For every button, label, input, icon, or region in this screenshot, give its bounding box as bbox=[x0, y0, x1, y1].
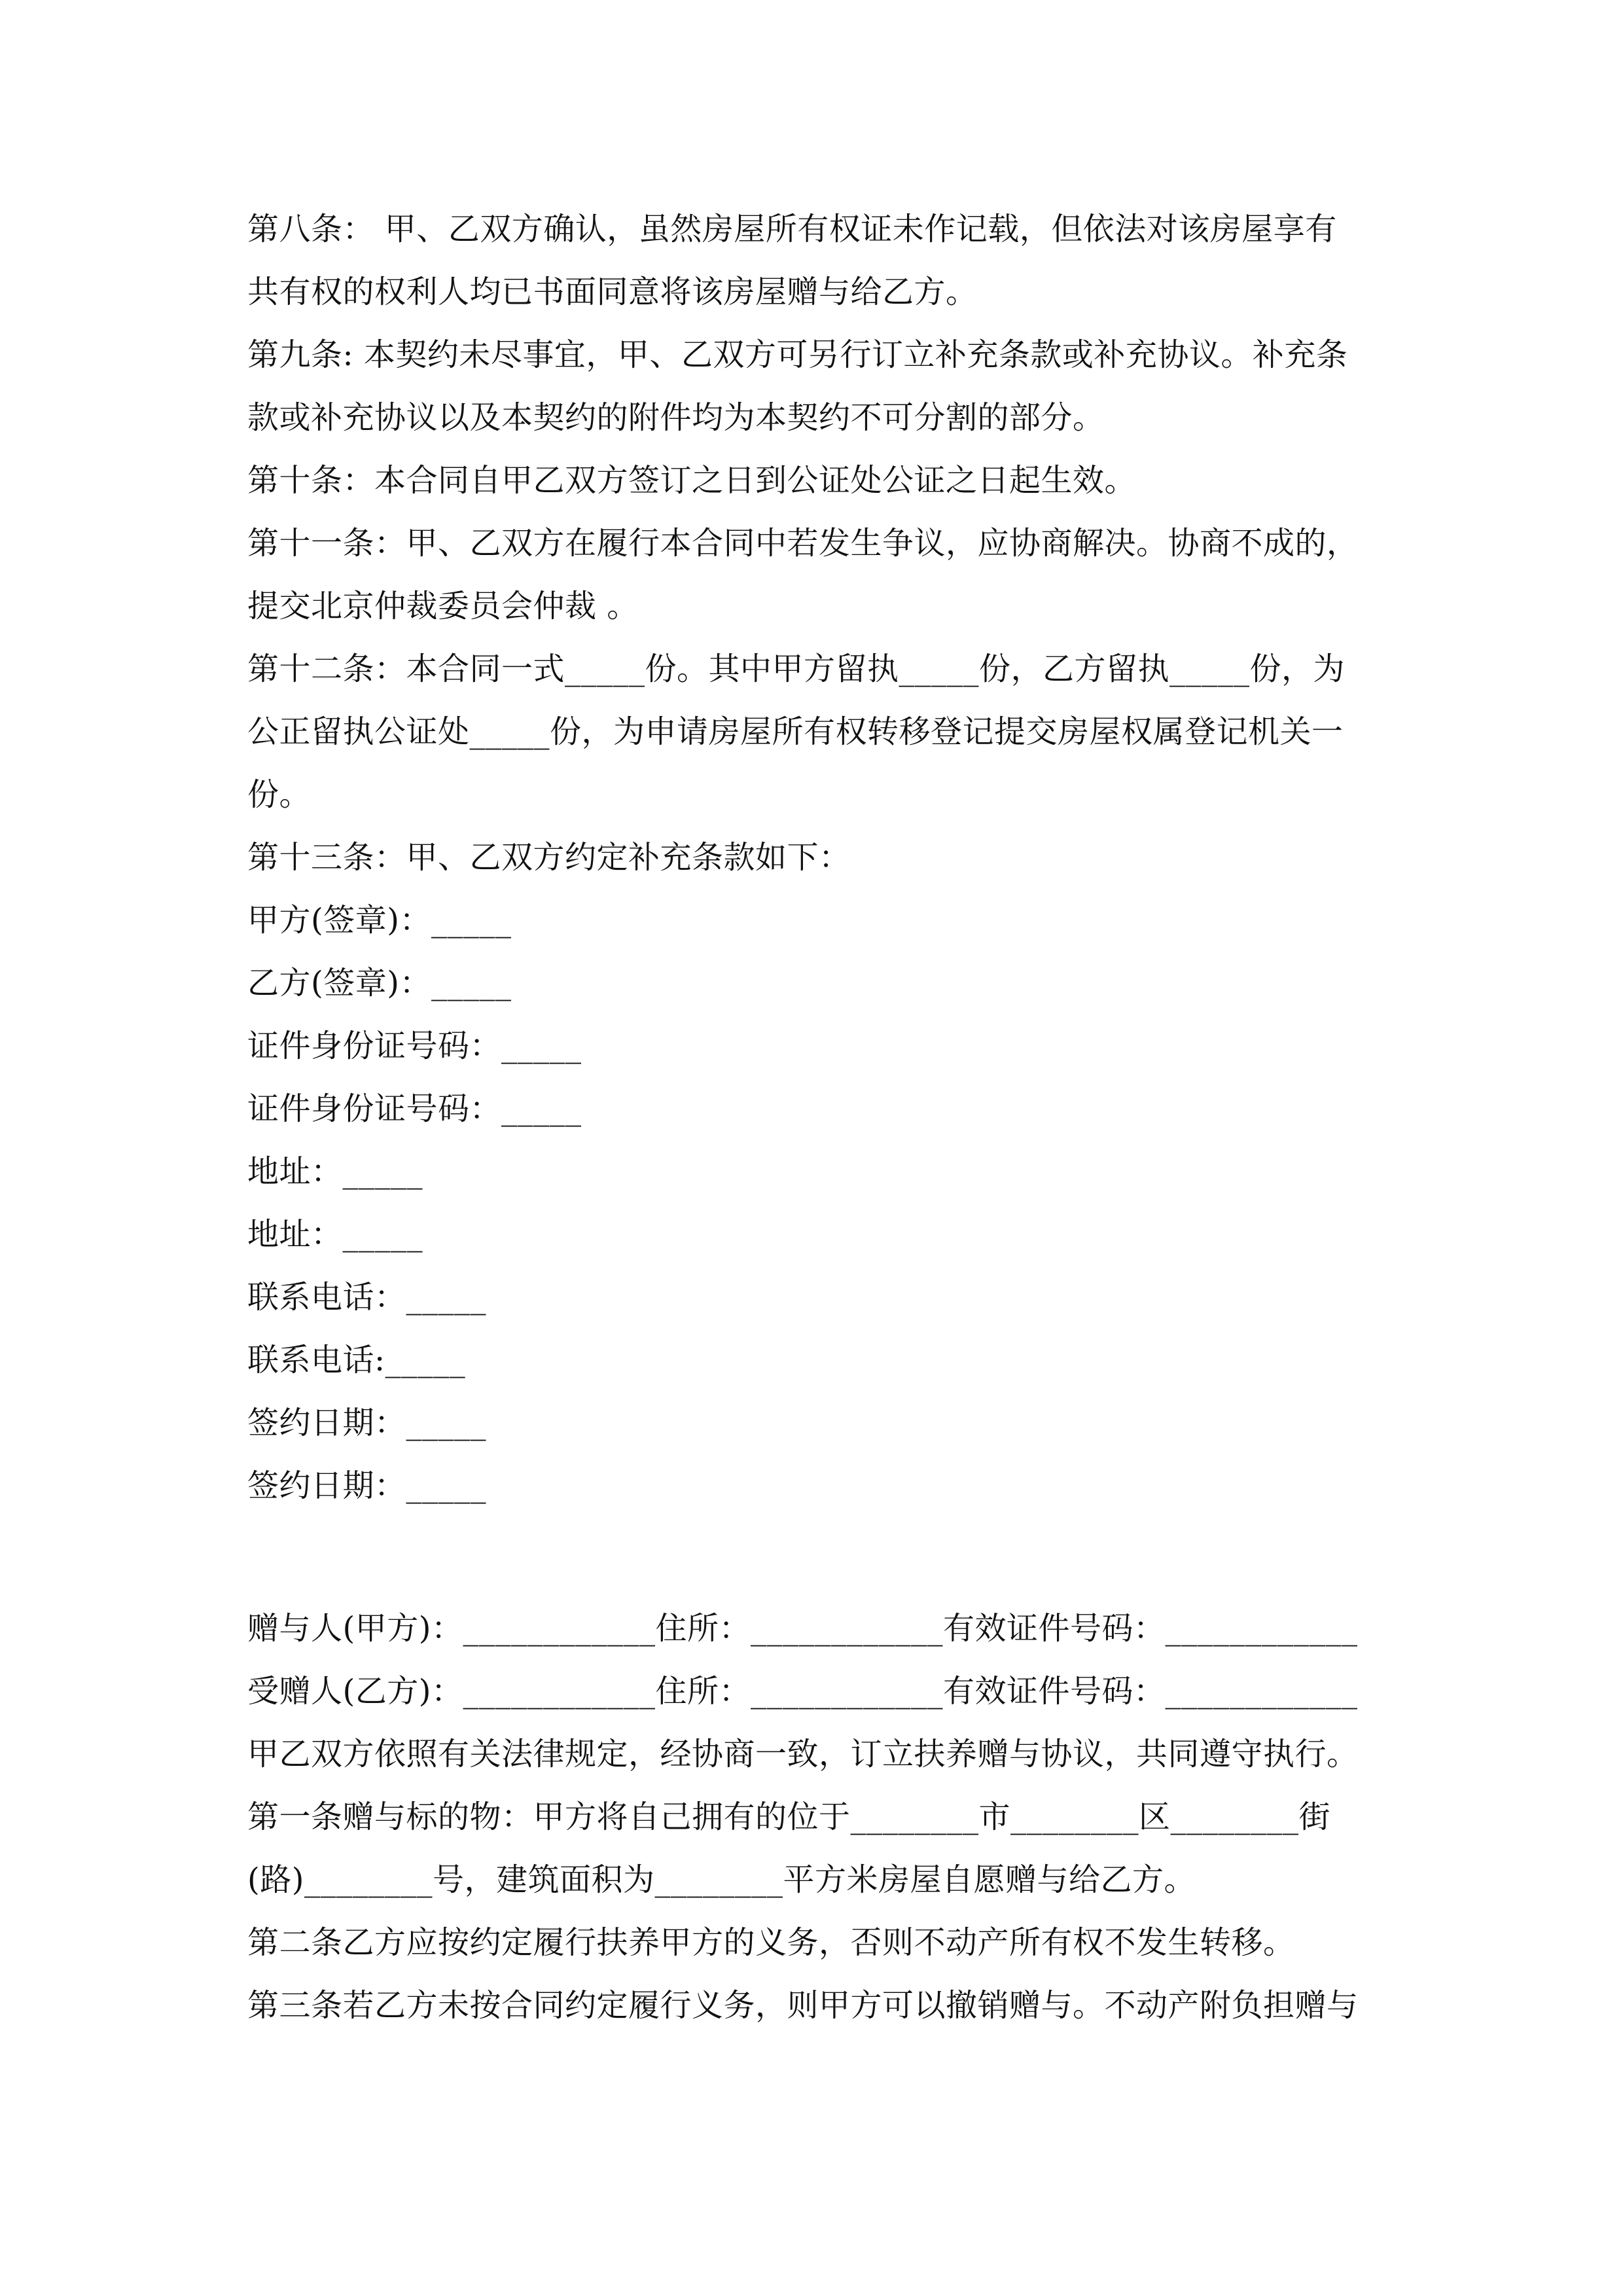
party-b-phone: 联系电话:_____ bbox=[247, 1342, 466, 1378]
party-a-address: 地址：_____ bbox=[247, 1153, 423, 1190]
clause-11-line-1: 第十一条：甲、乙双方在履行本合同中若发生争议，应协商解决。协商不成的， bbox=[247, 525, 1359, 562]
article-3-line-1: 第三条若乙方未按合同约定履行义务，则甲方可以撤销赠与。不动产附负担赠与 bbox=[247, 1987, 1359, 2024]
clause-8-line-1: 第八条： 甲、乙双方确认，虽然房屋所有权证未作记载，但依法对该房屋享有 bbox=[247, 211, 1337, 247]
clause-13: 第十三条：甲、乙双方约定补充条款如下： bbox=[247, 839, 851, 876]
clause-10: 第十条：本合同自甲乙双方签订之日到公证处公证之日起生效。 bbox=[247, 462, 1137, 499]
clause-12-line-2: 公正留执公证处_____份，为申请房屋所有权转移登记提交房屋权属登记机关一 bbox=[247, 713, 1344, 750]
clause-9-line-1: 第九条: 本契约未尽事宜，甲、乙双方可另行订立补充条款或补充协议。补充条 bbox=[247, 336, 1348, 373]
agreement-preamble: 甲乙双方依照有关法律规定，经协商一致，订立扶养赠与协议，共同遵守执行。 bbox=[247, 1736, 1359, 1772]
donee-info-line: 受赠人(乙方)：____________住所：____________有效证件号码：____________ bbox=[247, 1673, 1358, 1710]
article-2: 第二条乙方应按约定履行扶养甲方的义务，否则不动产所有权不发生转移。 bbox=[247, 1924, 1295, 1961]
party-b-sign-date: 签约日期：_____ bbox=[247, 1467, 487, 1504]
clause-11-line-2: 提交北京仲裁委员会仲裁 。 bbox=[247, 588, 639, 624]
party-b-id-number: 证件身份证号码：_____ bbox=[247, 1090, 582, 1127]
clause-8-line-2: 共有权的权利人均已书面同意将该房屋赠与给乙方。 bbox=[247, 274, 978, 310]
party-b-address: 地址：_____ bbox=[247, 1216, 423, 1253]
donor-info-line: 赠与人(甲方)：____________住所：____________有效证件号码：____________ bbox=[247, 1610, 1358, 1647]
article-1-line-1: 第一条赠与标的物：甲方将自己拥有的位于________市________区________街 bbox=[247, 1799, 1331, 1835]
party-a-sign-date: 签约日期：_____ bbox=[247, 1405, 487, 1441]
party-b-signature: 乙方(签章)：_____ bbox=[247, 965, 512, 1001]
party-a-phone: 联系电话：_____ bbox=[247, 1279, 487, 1316]
article-1-line-2: (路)________号，建筑面积为________平方米房屋自愿赠与给乙方。 bbox=[247, 1861, 1196, 1898]
party-a-id-number: 证件身份证号码：_____ bbox=[247, 1028, 582, 1064]
party-a-signature: 甲方(签章)：_____ bbox=[247, 902, 512, 939]
clause-12-line-1: 第十二条：本合同一式_____份。其中甲方留执_____份，乙方留执_____份，为 bbox=[247, 651, 1346, 687]
clause-9-line-2: 款或补充协议以及本契约的附件均为本契约不可分割的部分。 bbox=[247, 399, 1105, 436]
clause-12-line-3: 份。 bbox=[247, 776, 312, 813]
